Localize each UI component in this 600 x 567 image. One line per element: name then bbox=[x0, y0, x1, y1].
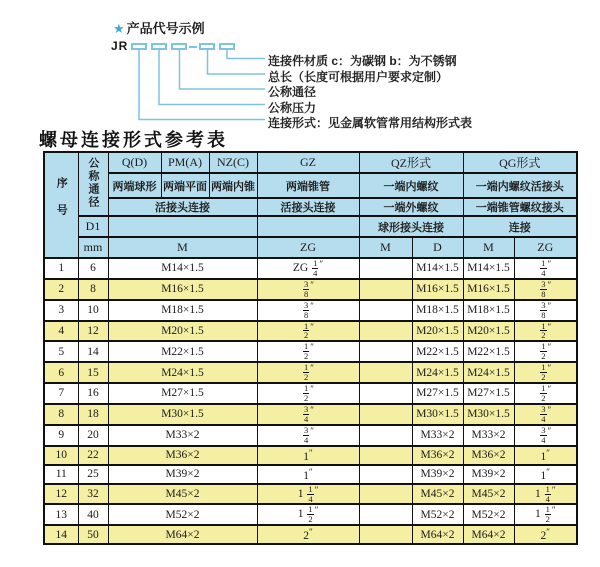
product-code-example-label: 产品代号示例 bbox=[126, 21, 205, 36]
code-prefix: JR bbox=[111, 39, 129, 53]
header-gz-code: GZ bbox=[257, 152, 359, 173]
table-row bbox=[44, 258, 577, 279]
code-label-length: 总长（长度可根据用户要求定制） bbox=[268, 69, 449, 84]
table-cell-qg_m: M33×2 bbox=[463, 425, 514, 446]
table-cell-no: 2 bbox=[44, 279, 78, 300]
table-cell-qg_m: M45×2 bbox=[463, 484, 514, 505]
table-cell-dn: 14 bbox=[78, 341, 108, 362]
table-cell-dn: 15 bbox=[78, 362, 108, 383]
table-row bbox=[44, 504, 577, 525]
table-cell-no: 10 bbox=[44, 446, 78, 465]
table-cell-gz: ZG $\frac{1}{4}$ ″ bbox=[257, 258, 359, 279]
table-cell-qg_m: M27×1.5 bbox=[463, 383, 514, 404]
table-cell-qz_d: M20×1.5 bbox=[412, 321, 463, 342]
table-cell-qz_m bbox=[359, 446, 412, 465]
table-cell-qz_m bbox=[359, 300, 412, 321]
table-row bbox=[44, 425, 577, 446]
table-row bbox=[44, 300, 577, 321]
connector-line bbox=[208, 50, 266, 74]
table-cell-qg_zg: 1 $\frac{1}{2}$ ″ bbox=[514, 504, 577, 525]
table-cell-m: M18×1.5 bbox=[108, 300, 257, 321]
table-cell-m: M39×2 bbox=[108, 465, 257, 484]
table-cell-qz_d: M64×2 bbox=[412, 525, 463, 544]
header-nz-desc: 两端内锥 bbox=[209, 173, 257, 198]
table-cell-qg_m: M52×2 bbox=[463, 504, 514, 525]
table-cell-qg_m: M18×1.5 bbox=[463, 300, 514, 321]
table-row bbox=[44, 404, 577, 425]
table-cell-qg_zg: 1 $\frac{1}{4}$ ″ bbox=[514, 484, 577, 505]
table-cell-qg_zg: $\frac{3}{8}$ ″ bbox=[514, 279, 577, 300]
table-cell-qg_zg: $\frac{1}{2}$ ″ bbox=[514, 383, 577, 404]
code-label-connection: 连接形式：见金属软管常用结构形式表 bbox=[268, 115, 473, 130]
table-cell-qg_zg: $\frac{1}{2}$ ″ bbox=[514, 362, 577, 383]
header-pm-desc: 两端平面 bbox=[161, 173, 209, 198]
table-cell-m: M52×2 bbox=[108, 504, 257, 525]
header-qg-form: QG形式 bbox=[463, 152, 577, 173]
table-cell-qg_zg: $\frac{3}{4}$ ″ bbox=[514, 425, 577, 446]
table-cell-gz: $\frac{1}{2}$ ″ bbox=[257, 341, 359, 362]
table-cell-qz_d: M52×2 bbox=[412, 504, 463, 525]
header-zg-label: ZG bbox=[257, 237, 359, 258]
table-cell-qg_zg: $\frac{3}{8}$ ″ bbox=[514, 300, 577, 321]
table-cell-qg_m: M30×1.5 bbox=[463, 404, 514, 425]
table-body bbox=[44, 258, 577, 544]
table-row bbox=[44, 279, 577, 300]
table-cell-qz_m bbox=[359, 484, 412, 505]
header-q-code: Q(D) bbox=[108, 152, 161, 173]
header-gz-desc: 两端锥管 bbox=[257, 173, 359, 198]
header-qg-row3: 一端锥管螺纹接头 bbox=[463, 198, 577, 216]
connector-line bbox=[180, 50, 266, 89]
table-cell-gz: 1″ bbox=[257, 465, 359, 484]
table-cell-no: 14 bbox=[44, 525, 78, 544]
table-cell-dn: 18 bbox=[78, 404, 108, 425]
header-q-desc: 两端球形 bbox=[108, 173, 161, 198]
table-cell-qz_m bbox=[359, 404, 412, 425]
table-cell-qz_d: M16×1.5 bbox=[412, 279, 463, 300]
table-cell-dn: 10 bbox=[78, 300, 108, 321]
connector-line bbox=[227, 50, 265, 59]
table-cell-dn: 50 bbox=[78, 525, 108, 544]
table-cell-dn: 16 bbox=[78, 383, 108, 404]
table-cell-gz: $\frac{3}{8}$ ″ bbox=[257, 300, 359, 321]
table-cell-m: M22×1.5 bbox=[108, 341, 257, 362]
table-cell-qg_zg: 2″ bbox=[514, 525, 577, 544]
table-cell-qz_m bbox=[359, 504, 412, 525]
header-m-label: M bbox=[108, 237, 257, 258]
table-cell-no: 1 bbox=[44, 258, 78, 279]
table-cell-dn: 32 bbox=[78, 484, 108, 505]
header-seq: 序号 bbox=[44, 152, 78, 258]
table-cell-no: 3 bbox=[44, 300, 78, 321]
table-row bbox=[44, 446, 577, 465]
connector-line bbox=[139, 50, 265, 120]
table-cell-m: M16×1.5 bbox=[108, 279, 257, 300]
table-cell-dn: 12 bbox=[78, 321, 108, 342]
table-cell-dn: 25 bbox=[78, 465, 108, 484]
header-union-joint: 活接头连接 bbox=[108, 198, 257, 216]
table-cell-qg_m: M24×1.5 bbox=[463, 362, 514, 383]
header-qg-sub-m: M bbox=[463, 237, 514, 258]
table-cell-gz: 1 $\frac{1}{2}$ ″ bbox=[257, 504, 359, 525]
table-cell-qz_m bbox=[359, 321, 412, 342]
table-row bbox=[44, 362, 577, 383]
table-cell-qz_d: M18×1.5 bbox=[412, 300, 463, 321]
table-cell-qz_m bbox=[359, 258, 412, 279]
table-cell-m: M20×1.5 bbox=[108, 321, 257, 342]
table-cell-no: 13 bbox=[44, 504, 78, 525]
header-qg-sub-zg: ZG bbox=[514, 237, 577, 258]
table-cell-qg_m: M39×2 bbox=[463, 465, 514, 484]
table-cell-qg_zg: $\frac{1}{2}$ ″ bbox=[514, 341, 577, 362]
table-cell-gz: $\frac{1}{2}$ ″ bbox=[257, 321, 359, 342]
table-cell-qg_zg: 1″ bbox=[514, 446, 577, 465]
table-cell-gz: $\frac{3}{8}$ ″ bbox=[257, 279, 359, 300]
code-label-material: 连接件材质 c：为碳钢 b：为不锈钢 bbox=[268, 54, 457, 68]
table-row bbox=[44, 484, 577, 505]
table-cell-no: 4 bbox=[44, 321, 78, 342]
table-cell-dn: 8 bbox=[78, 279, 108, 300]
header-qz-sub-m: M bbox=[359, 237, 412, 258]
table-cell-qz_m bbox=[359, 362, 412, 383]
header-blank-gz bbox=[257, 216, 359, 237]
header-qz-row3: 一端外螺纹 bbox=[359, 198, 463, 216]
table-cell-m: M14×1.5 bbox=[108, 258, 257, 279]
table-header bbox=[44, 152, 577, 258]
table-cell-qz_d: M27×1.5 bbox=[412, 383, 463, 404]
header-qg-row4: 连接 bbox=[463, 216, 577, 237]
table-cell-m: M36×2 bbox=[108, 446, 257, 465]
star-icon: ★ bbox=[113, 21, 125, 36]
header-gz-joint: 活接头连接 bbox=[257, 198, 359, 216]
table-cell-dn: 20 bbox=[78, 425, 108, 446]
table-cell-gz: $\frac{3}{4}$ ″ bbox=[257, 404, 359, 425]
header-d1: D1 bbox=[78, 216, 108, 237]
table-cell-no: 11 bbox=[44, 465, 78, 484]
header-nominal-diameter: 公称通径 bbox=[78, 152, 108, 216]
table-cell-qz_m bbox=[359, 383, 412, 404]
table-cell-qg_zg: $\frac{1}{4}$ ″ bbox=[514, 258, 577, 279]
table-cell-qz_m bbox=[359, 425, 412, 446]
table-cell-qz_m bbox=[359, 279, 412, 300]
table-cell-m: M27×1.5 bbox=[108, 383, 257, 404]
header-pm-code: PM(A) bbox=[161, 152, 209, 173]
table-cell-qz_d: M33×2 bbox=[412, 425, 463, 446]
header-qz-sub-d: D bbox=[412, 237, 463, 258]
table-row bbox=[44, 465, 577, 484]
table-cell-gz: $\frac{1}{2}$ ″ bbox=[257, 362, 359, 383]
table-cell-qg_m: M36×2 bbox=[463, 446, 514, 465]
table-cell-qz_d: M30×1.5 bbox=[412, 404, 463, 425]
table-cell-qz_d: M45×2 bbox=[412, 484, 463, 505]
table-row bbox=[44, 525, 577, 544]
table-cell-no: 8 bbox=[44, 404, 78, 425]
table-cell-dn: 22 bbox=[78, 446, 108, 465]
table-cell-no: 9 bbox=[44, 425, 78, 446]
nut-connection-reference-table bbox=[43, 151, 578, 545]
table-cell-qg_m: M64×2 bbox=[463, 525, 514, 544]
table-cell-qz_d: M39×2 bbox=[412, 465, 463, 484]
table-cell-m: M64×2 bbox=[108, 525, 257, 544]
table-row bbox=[44, 383, 577, 404]
table-cell-no: 7 bbox=[44, 383, 78, 404]
header-qz-row4: 球形接头连接 bbox=[359, 216, 463, 237]
table-cell-qg_m: M22×1.5 bbox=[463, 341, 514, 362]
table-cell-no: 6 bbox=[44, 362, 78, 383]
table-row bbox=[44, 321, 577, 342]
header-blank-qpmnz bbox=[108, 216, 257, 237]
table-cell-qz_m bbox=[359, 525, 412, 544]
table-cell-gz: $\frac{3}{4}$ ″ bbox=[257, 425, 359, 446]
table-cell-m: M24×1.5 bbox=[108, 362, 257, 383]
table-title: 螺母连接形式参考表 bbox=[39, 130, 228, 151]
header-qz-desc: 一端内螺纹 bbox=[359, 173, 463, 198]
table-cell-qg_zg: 1″ bbox=[514, 465, 577, 484]
table-cell-qg_zg: $\frac{3}{4}$ ″ bbox=[514, 404, 577, 425]
code-label-diameter: 公称通径 bbox=[268, 85, 317, 99]
header-nz-code: NZ(C) bbox=[209, 152, 257, 173]
table-cell-dn: 6 bbox=[78, 258, 108, 279]
table-row bbox=[44, 341, 577, 362]
table-cell-m: M45×2 bbox=[108, 484, 257, 505]
table-cell-qg_m: M20×1.5 bbox=[463, 321, 514, 342]
table-cell-gz: 2″ bbox=[257, 525, 359, 544]
table-cell-qz_d: M24×1.5 bbox=[412, 362, 463, 383]
table-cell-qz_m bbox=[359, 341, 412, 362]
table-cell-no: 5 bbox=[44, 341, 78, 362]
table-cell-qz_d: M14×1.5 bbox=[412, 258, 463, 279]
header-qg-desc: 一端内螺纹活接头 bbox=[463, 173, 577, 198]
table-cell-m: M30×1.5 bbox=[108, 404, 257, 425]
table-cell-qg_m: M16×1.5 bbox=[463, 279, 514, 300]
table-cell-m: M33×2 bbox=[108, 425, 257, 446]
table-cell-gz: 1 $\frac{1}{4}$ ″ bbox=[257, 484, 359, 505]
table-cell-qz_m bbox=[359, 465, 412, 484]
table-cell-no: 12 bbox=[44, 484, 78, 505]
table-cell-qg_zg: $\frac{1}{2}$ ″ bbox=[514, 321, 577, 342]
table-cell-qz_d: M22×1.5 bbox=[412, 341, 463, 362]
table-cell-qg_m: M14×1.5 bbox=[463, 258, 514, 279]
header-qz-form: QZ形式 bbox=[359, 152, 463, 173]
code-label-pressure: 公称压力 bbox=[268, 100, 317, 115]
header-unit-mm: mm bbox=[78, 237, 108, 258]
table-cell-gz: 1″ bbox=[257, 446, 359, 465]
table-cell-qz_d: M36×2 bbox=[412, 446, 463, 465]
table-cell-dn: 40 bbox=[78, 504, 108, 525]
table-cell-gz: $\frac{1}{2}$ ″ bbox=[257, 383, 359, 404]
